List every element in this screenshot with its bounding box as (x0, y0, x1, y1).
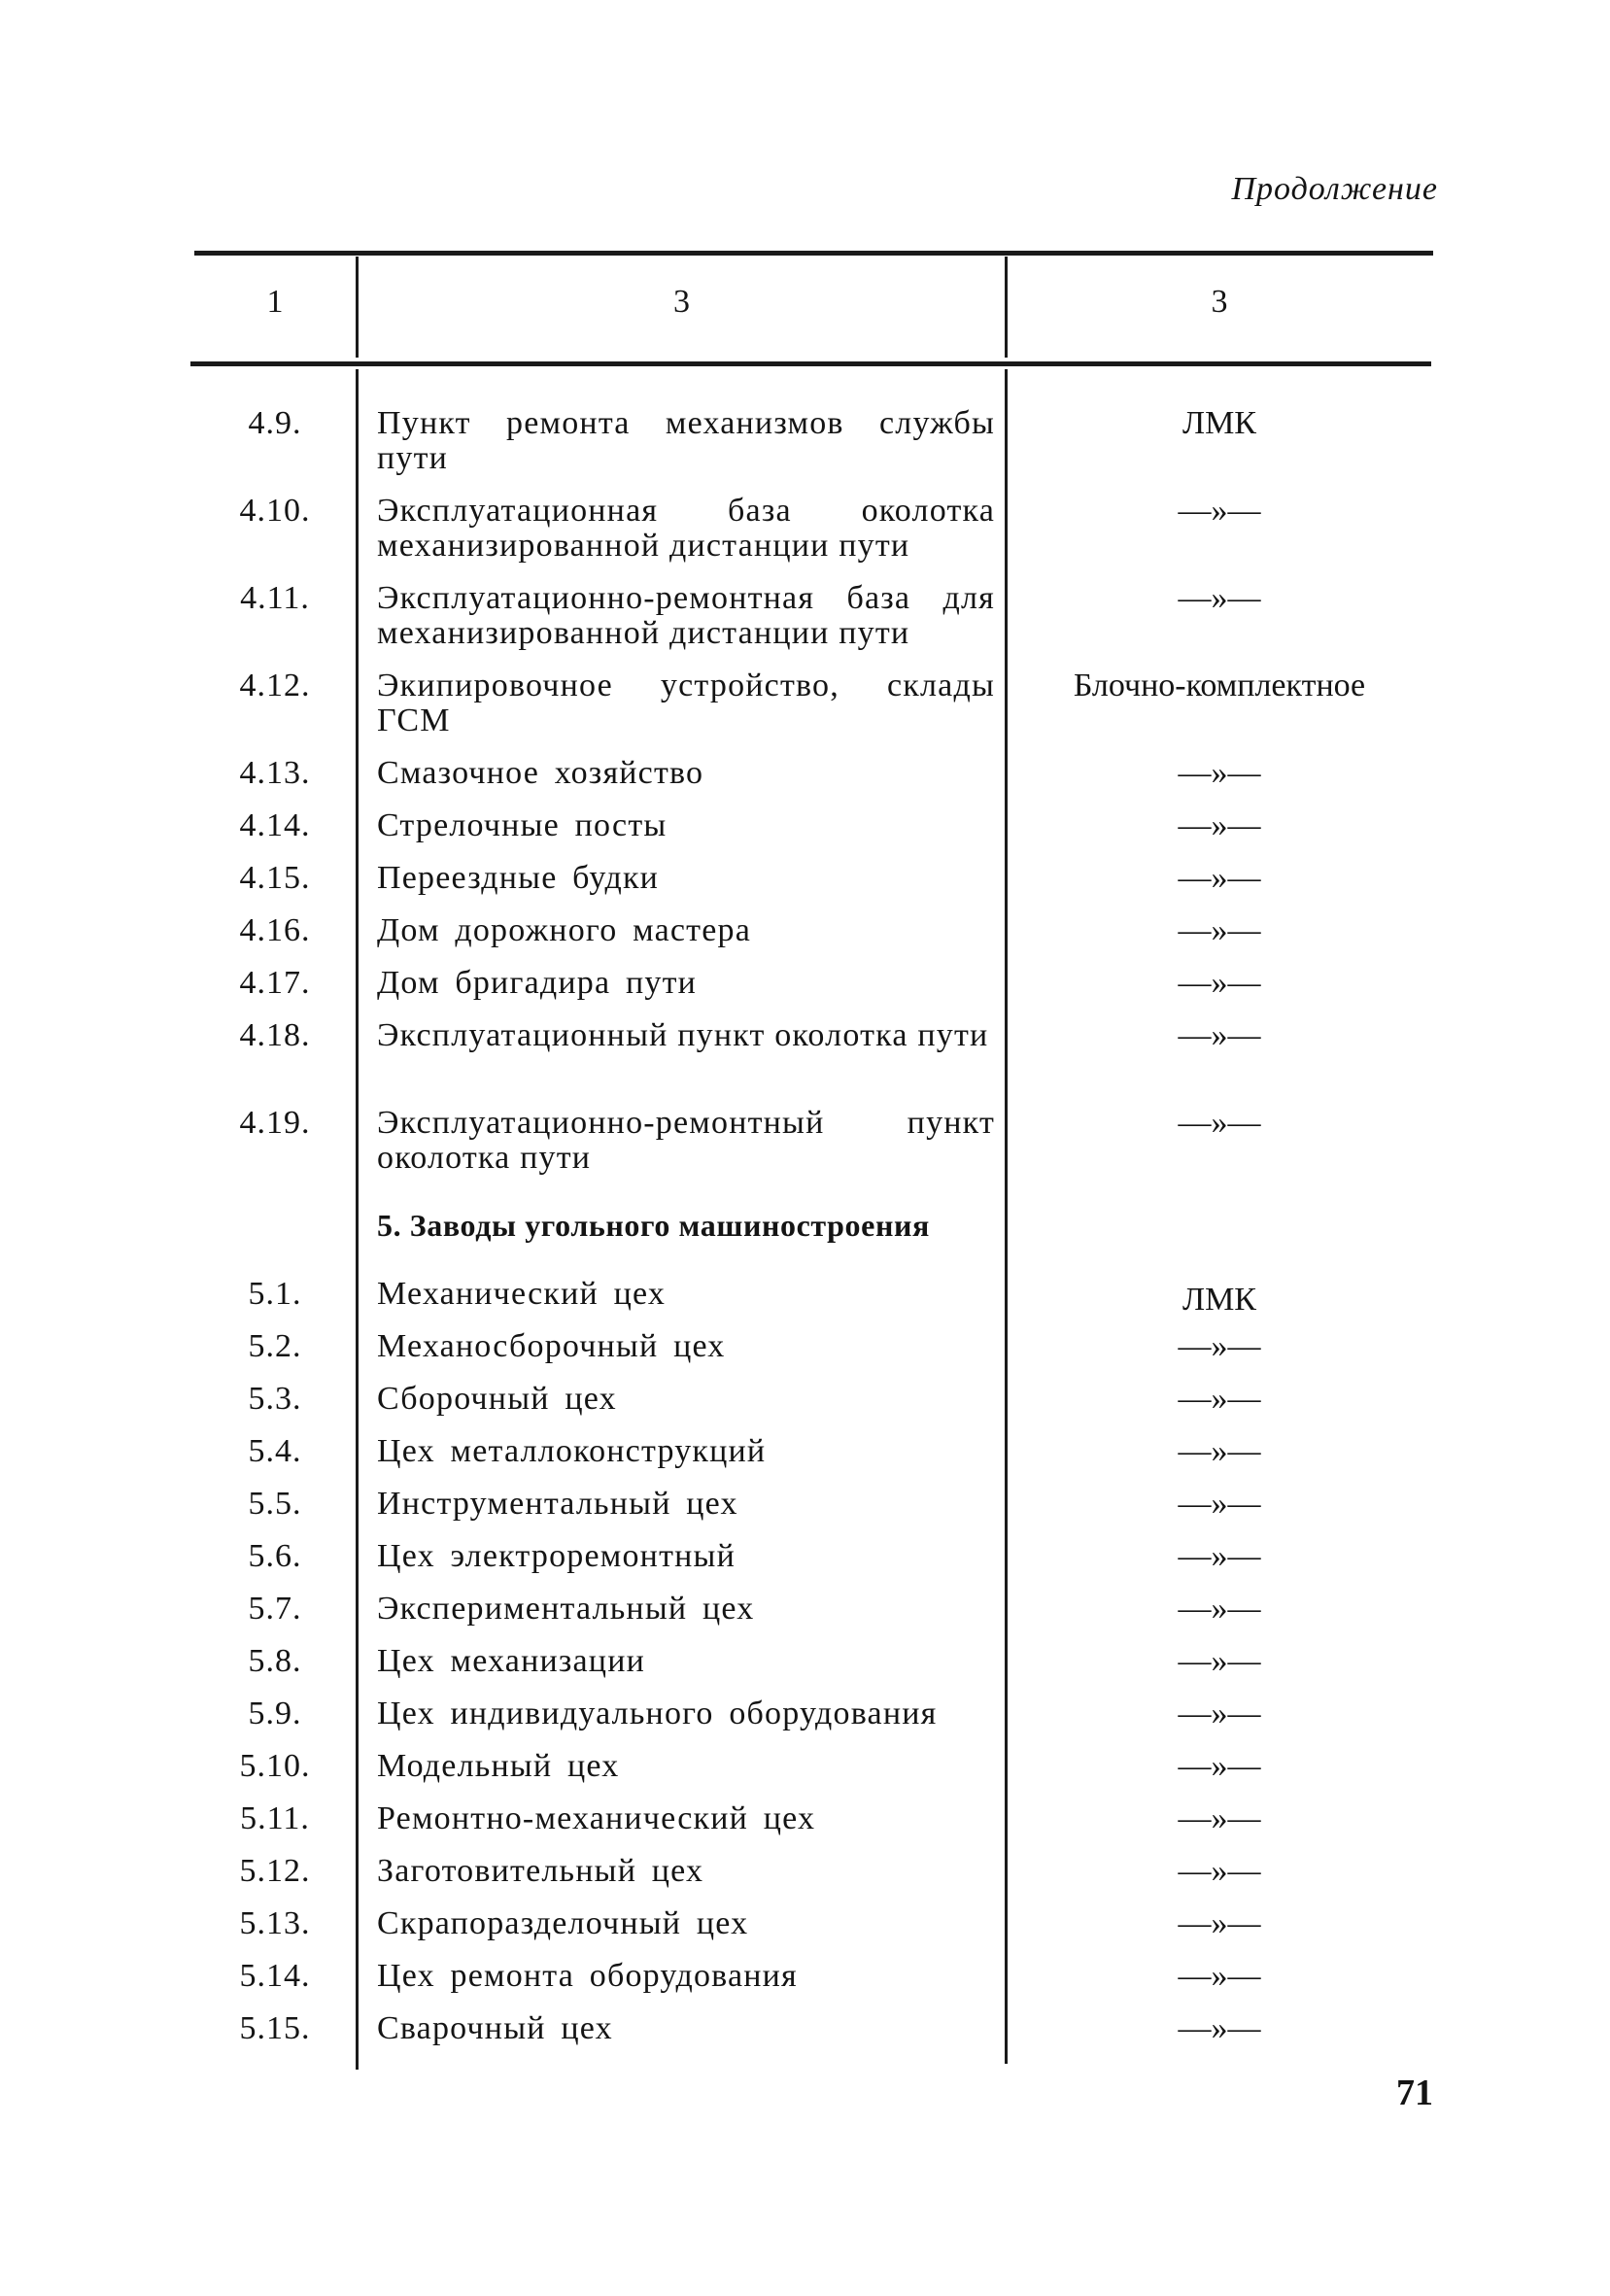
row-value: —»— (1178, 1538, 1261, 1574)
row-number: 5.3. (248, 1381, 302, 1417)
row-value: —»— (1178, 807, 1261, 843)
row-number: 5.7. (248, 1591, 302, 1627)
row-value: —»— (1178, 755, 1261, 791)
row-number: 5.2. (248, 1328, 302, 1364)
row-name: Смазочное хозяйство (377, 755, 704, 791)
row-number: 5.15. (239, 2010, 311, 2046)
row-name: Цех индивидуального оборудования (377, 1696, 938, 1731)
row-value: —»— (1178, 860, 1261, 896)
row-number: 5.9. (248, 1696, 302, 1731)
row-name: Пункт ремонта механизмов службы пути (377, 405, 995, 476)
row-name: Переездные будки (377, 860, 660, 896)
row-number: 4.19. (239, 1105, 311, 1141)
row-name: Экипировочное устройство, склады ГСМ (377, 668, 995, 738)
row-number: 5.6. (248, 1538, 302, 1574)
row-value: —»— (1178, 1433, 1261, 1469)
row-value: —»— (1178, 1328, 1261, 1364)
row-value: —»— (1178, 1696, 1261, 1731)
row-number: 4.17. (239, 965, 311, 1001)
row-value: —»— (1178, 1748, 1261, 1784)
row-value: —»— (1178, 1381, 1261, 1417)
row-name: Скрапоразделочный цех (377, 1905, 749, 1941)
row-name: Ремонтно-механический цех (377, 1800, 816, 1836)
row-value: ЛМК (1182, 1282, 1256, 1318)
row-name: Стрелочные посты (377, 807, 668, 843)
row-number: 4.12. (239, 668, 311, 703)
row-value: Блочно-комплектное (1073, 668, 1366, 703)
row-number: 4.15. (239, 860, 311, 896)
row-number: 4.9. (248, 405, 302, 441)
row-number: 5.1. (248, 1276, 302, 1312)
row-value: —»— (1178, 580, 1261, 616)
row-name: Эксплуатационная база околотка механизированной дистанции пути (377, 493, 995, 564)
row-number: 5.10. (239, 1748, 311, 1784)
row-name: Цех электроремонтный (377, 1538, 736, 1574)
row-number: 5.11. (240, 1800, 310, 1836)
row-value: —»— (1178, 493, 1261, 529)
row-number: 4.13. (239, 755, 311, 791)
row-number: 4.10. (239, 493, 311, 529)
row-number: 4.14. (239, 807, 311, 843)
row-value: —»— (1178, 1643, 1261, 1679)
table-top-rule (194, 251, 1433, 256)
row-value: —»— (1178, 1800, 1261, 1836)
section-title: 5. Заводы угольного машиностроения (377, 1208, 930, 1243)
header-cell-2: 3 (673, 284, 690, 320)
row-value: —»— (1178, 1905, 1261, 1941)
row-name: Эксплуатационно-ремонтный пункт околотка пути (377, 1105, 995, 1176)
row-number: 5.12. (239, 1853, 311, 1889)
row-value: —»— (1178, 965, 1261, 1001)
row-value: —»— (1178, 1017, 1261, 1053)
row-value: —»— (1178, 912, 1261, 948)
continuation-label: Продолжение (1231, 171, 1438, 207)
row-name: Цех механизации (377, 1643, 645, 1679)
row-number: 5.13. (239, 1905, 311, 1941)
row-value: ЛМК (1182, 405, 1256, 441)
row-name: Сборочный цех (377, 1381, 617, 1417)
row-value: —»— (1178, 1591, 1261, 1627)
row-value: —»— (1178, 1105, 1261, 1141)
column-divider (356, 369, 359, 2070)
row-name: Модельный цех (377, 1748, 620, 1784)
table-header-rule (190, 361, 1431, 366)
row-value: —»— (1178, 1853, 1261, 1889)
row-number: 5.5. (248, 1486, 302, 1522)
row-name: Экспериментальный цех (377, 1591, 755, 1627)
row-value: —»— (1178, 1486, 1261, 1522)
row-value: —»— (1178, 1958, 1261, 1994)
row-name: Эксплуатационный пункт околотка пути (377, 1017, 989, 1053)
row-name: Механосборочный цех (377, 1328, 726, 1364)
row-name: Дом бригадира пути (377, 965, 698, 1001)
row-number: 4.18. (239, 1017, 311, 1053)
row-number: 4.16. (239, 912, 311, 948)
row-value: —»— (1178, 2010, 1261, 2046)
row-name: Дом дорожного мастера (377, 912, 752, 948)
header-cell-1: 1 (266, 284, 284, 320)
row-number: 5.14. (239, 1958, 311, 1994)
row-name: Механический цех (377, 1276, 667, 1312)
page-number: 71 (1396, 2073, 1433, 2113)
row-number: 5.4. (248, 1433, 302, 1469)
row-number: 5.8. (248, 1643, 302, 1679)
header-cell-3: 3 (1211, 284, 1228, 320)
row-name: Эксплуатационно-ремонтная база для механизированной дистанции пути (377, 580, 995, 651)
row-name: Сварочный цех (377, 2010, 613, 2046)
row-name: Цех металлоконструкций (377, 1433, 767, 1469)
row-name: Цех ремонта оборудования (377, 1958, 798, 1994)
row-number: 4.11. (240, 580, 310, 616)
row-name: Заготовительный цех (377, 1853, 704, 1889)
row-name: Инструментальный цех (377, 1486, 738, 1522)
